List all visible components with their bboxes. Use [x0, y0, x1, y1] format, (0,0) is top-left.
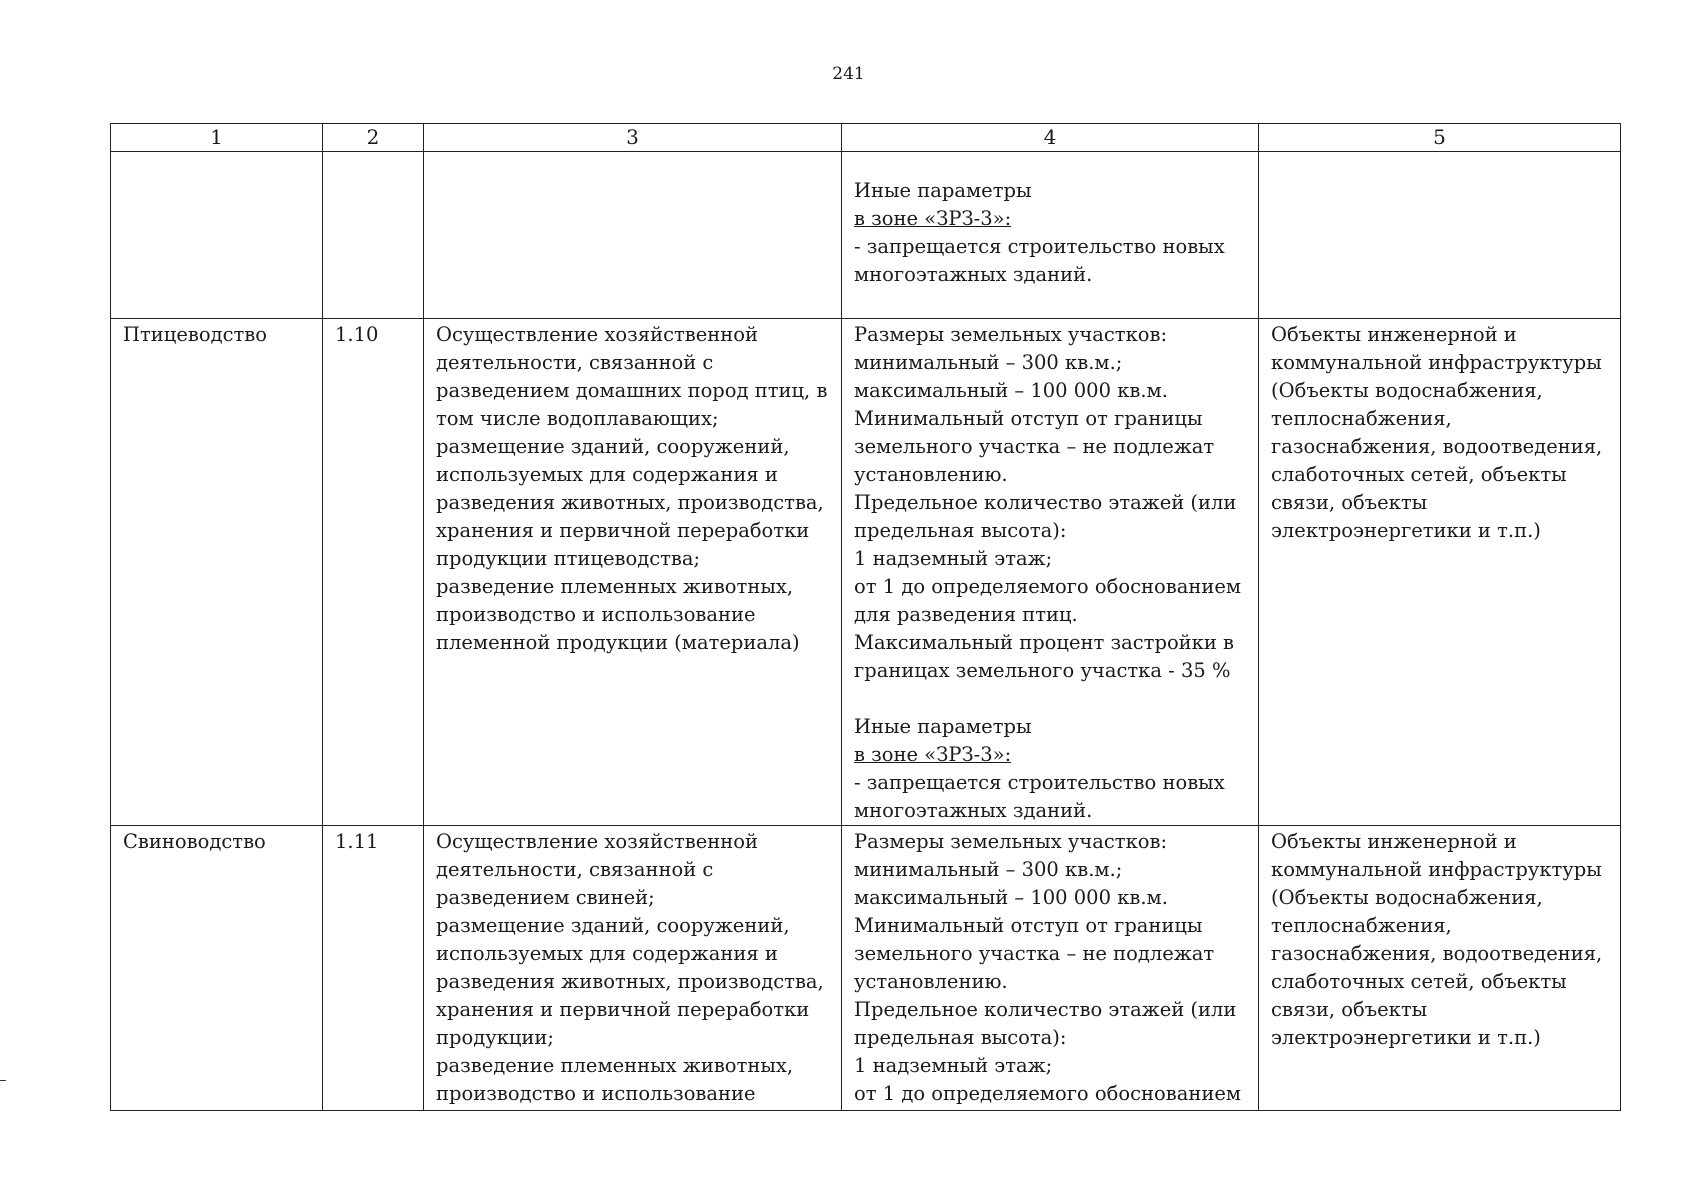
parameters-cell: [842, 826, 1259, 1111]
cell-text-line: теплоснабжения,: [1271, 407, 1452, 430]
header-cell-1: 1: [111, 124, 323, 152]
cell-text-line: используемых для содержания и: [436, 463, 778, 486]
cell-text-line: Осуществление хозяйственной: [436, 323, 759, 346]
cell-text-line: используемых для содержания и: [436, 942, 778, 965]
cell-text-line: разведения животных, производства,: [436, 970, 824, 993]
cell-text-line: установлению.: [854, 463, 1008, 486]
land-use-name-cell: [111, 152, 323, 319]
table-row-pig-farming: [111, 826, 1621, 1111]
cell-text-line: минимальный – 300 кв.м.;: [854, 858, 1123, 881]
cell-text-line: электроэнергетики и т.п.): [1271, 1026, 1541, 1049]
parameters-cell: [842, 152, 1259, 319]
cell-text-line: - запрещается строительство новых: [854, 235, 1225, 258]
cell-text-line: электроэнергетики и т.п.): [1271, 519, 1541, 542]
cell-text-line: Объекты инженерной и: [1271, 323, 1517, 346]
cell-text-line: Иные параметры: [854, 715, 1032, 738]
cell-text-line: газоснабжения, водоотведения,: [1271, 942, 1603, 965]
cell-text-line: земельного участка – не подлежат: [854, 435, 1215, 458]
cell-text-line: предельная высота):: [854, 519, 1067, 542]
zoning-table: [110, 123, 1621, 1111]
cell-text-line: племенной продукции (материала): [436, 631, 800, 654]
cell-text-line: максимальный – 100 000 кв.м.: [854, 379, 1168, 402]
cell-text-line: границах земельного участка - 35 %: [854, 659, 1231, 682]
cell-text-line: разведение племенных животных,: [436, 575, 794, 598]
cell-text-line: разведением свиней;: [436, 886, 655, 909]
cell-text-line: Птицеводство: [123, 323, 268, 346]
cell-text-line: производство и использование: [436, 1082, 756, 1105]
page-number: 241: [832, 64, 865, 84]
cell-text-line: многоэтажных зданий.: [854, 263, 1093, 286]
cell-text-line: слаботочных сетей, объекты: [1271, 970, 1567, 993]
cell-text-line: Иные параметры: [854, 179, 1032, 202]
table-header-row: [111, 124, 1621, 152]
land-use-name-cell: [111, 826, 323, 1111]
cell-text-line: от 1 до определяемого обоснованием: [854, 1082, 1242, 1105]
cell-text-line: размещение зданий, сооружений,: [436, 435, 790, 458]
cell-text-line: в зоне «ЗРЗ-3»:: [854, 207, 1012, 230]
cell-text-line: разведения животных, производства,: [436, 491, 824, 514]
cell-text-line: установлению.: [854, 970, 1008, 993]
cell-text-line: деятельности, связанной с: [436, 858, 714, 881]
header-cell-5: 5: [1259, 124, 1621, 152]
cell-text-line: разведением домашних пород птиц, в: [436, 379, 828, 402]
table-row-poultry: [111, 319, 1621, 826]
cell-text-line: Свиноводство: [123, 830, 266, 853]
cell-text-line: Осуществление хозяйственной: [436, 830, 759, 853]
cell-text-line: Размеры земельных участков:: [854, 830, 1168, 853]
header-cell-3: 3: [424, 124, 842, 152]
description-cell: [424, 826, 842, 1111]
cell-text-line: коммунальной инфраструктуры: [1271, 351, 1602, 374]
cell-text-line: разведение племенных животных,: [436, 1054, 794, 1077]
cell-text-line: (Объекты водоснабжения,: [1271, 886, 1543, 909]
cell-text-line: хранения и первичной переработки: [436, 998, 810, 1021]
margin-mark: [0, 1080, 6, 1081]
cell-text-line: том числе водоплавающих;: [436, 407, 719, 430]
cell-text-line: слаботочных сетей, объекты: [1271, 463, 1567, 486]
header-cell-4: 4: [842, 124, 1259, 152]
cell-text-line: [854, 685, 1246, 713]
header-cell-2: 2: [323, 124, 424, 152]
cell-text-line: Предельное количество этажей (или: [854, 998, 1237, 1021]
cell-text-line: максимальный – 100 000 кв.м.: [854, 886, 1168, 909]
cell-text-line: минимальный – 300 кв.м.;: [854, 351, 1123, 374]
cell-text-line: многоэтажных зданий.: [854, 799, 1093, 822]
cell-text-line: связи, объекты: [1271, 998, 1428, 1021]
table-row-continuation: [111, 152, 1621, 319]
cell-text-line: предельная высота):: [854, 1026, 1067, 1049]
cell-text-line: в зоне «ЗРЗ-3»:: [854, 743, 1012, 766]
land-use-name-cell: [111, 319, 323, 826]
cell-text-line: Минимальный отступ от границы: [854, 914, 1203, 937]
cell-text-line: хранения и первичной переработки: [436, 519, 810, 542]
cell-text-line: Минимальный отступ от границы: [854, 407, 1203, 430]
cell-text-line: Объекты инженерной и: [1271, 830, 1517, 853]
objects-cell: [1259, 152, 1621, 319]
description-cell: [424, 152, 842, 319]
cell-text-line: размещение зданий, сооружений,: [436, 914, 790, 937]
cell-text-line: Предельное количество этажей (или: [854, 491, 1237, 514]
cell-text-line: продукции птицеводства;: [436, 547, 701, 570]
cell-text-line: от 1 до определяемого обоснованием: [854, 575, 1242, 598]
cell-text-line: деятельности, связанной с: [436, 351, 714, 374]
cell-text-line: теплоснабжения,: [1271, 914, 1452, 937]
cell-text-line: - запрещается строительство новых: [854, 771, 1225, 794]
cell-text-line: земельного участка – не подлежат: [854, 942, 1215, 965]
land-use-code-cell: [323, 826, 424, 1111]
cell-text-line: коммунальной инфраструктуры: [1271, 858, 1602, 881]
description-cell: [424, 319, 842, 826]
cell-text-line: 1 надземный этаж;: [854, 1054, 1053, 1077]
parameters-cell: [842, 319, 1259, 826]
cell-text-line: Размеры земельных участков:: [854, 323, 1168, 346]
land-use-code-cell: [323, 152, 424, 319]
cell-text-line: производство и использование: [436, 603, 756, 626]
cell-text-line: для разведения птиц.: [854, 603, 1078, 626]
cell-text-line: 1 надземный этаж;: [854, 547, 1053, 570]
cell-text-line: (Объекты водоснабжения,: [1271, 379, 1543, 402]
cell-text-line: 1.10: [335, 323, 379, 346]
objects-cell: [1259, 826, 1621, 1111]
cell-text-line: газоснабжения, водоотведения,: [1271, 435, 1603, 458]
cell-text-line: связи, объекты: [1271, 491, 1428, 514]
cell-text-line: продукции;: [436, 1026, 554, 1049]
cell-text-line: Максимальный процент застройки в: [854, 631, 1235, 654]
cell-text-line: 1.11: [335, 830, 379, 853]
objects-cell: [1259, 319, 1621, 826]
land-use-code-cell: [323, 319, 424, 826]
